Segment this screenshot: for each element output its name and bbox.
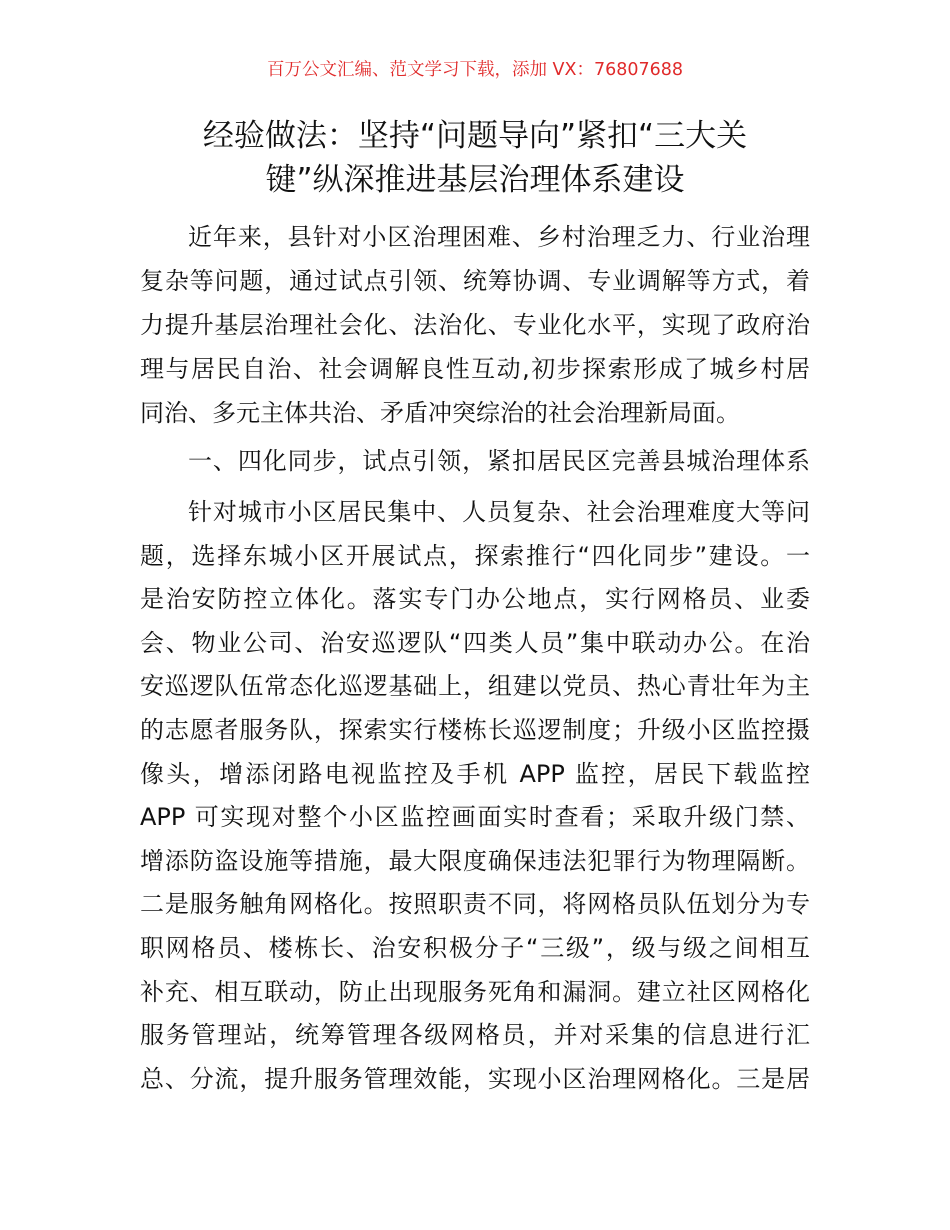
text-line: 的志愿者服务队，探索实行楼栋长巡逻制度；升级小区监控摄	[140, 715, 810, 744]
heading-text: 一、四化同步，试点引领，紧扣居民区完善县城治理体系	[188, 447, 810, 475]
text-line: 像头，增添闭路电视监控及手机 APP 监控，居民下载监控	[140, 759, 810, 788]
text-line: 是治安防控立体化。落实专门办公地点，实行网格员、业委	[140, 585, 810, 614]
text-line: 近年来，县针对小区治理困难、乡村治理乏力、行业治理	[188, 223, 810, 251]
text-line: 题，选择东城小区开展试点，探索推行“四化同步”建设。一	[140, 541, 810, 570]
text-line: 服务管理站，统筹管理各级网格员，并对采集的信息进行汇	[140, 1021, 810, 1050]
text-line: APP 可实现对整个小区监控画面实时查看；采取升级门禁、	[140, 803, 810, 832]
paragraph-intro	[140, 215, 810, 435]
text-line: 同治、多元主体共治、矛盾冲突综治的社会治理新局面。	[140, 399, 740, 427]
text-line: 会、物业公司、治安巡逻队“四类人员”集中联动办公。在治	[140, 628, 810, 657]
section-heading	[140, 439, 810, 483]
text-line: 增添防盗设施等措施，最大限度确保违法犯罪行为物理隔断。	[140, 846, 810, 875]
text-line: 复杂等问题，通过试点引领、统筹协调、专业调解等方式，着	[140, 267, 810, 295]
text-line: 总、分流，提升服务管理效能，实现小区治理网格化。三是居	[140, 1064, 810, 1093]
text-line: 职网格员、楼栋长、治安积极分子“三级”，级与级之间相互	[140, 933, 810, 962]
text-line: 理与居民自治、社会调解良性互动,初步探索形成了城乡村居	[140, 355, 810, 383]
title-line: 经验做法：坚持“问题导向”紧扣“三大关	[202, 118, 748, 154]
text-line: 力提升基层治理社会化、法治化、专业化水平，实现了政府治	[140, 311, 810, 339]
text-line: 二是服务触角网格化。按照职责不同，将网格员队伍划分为专	[140, 890, 810, 919]
paragraph-section-1	[140, 491, 810, 1101]
watermark-banner: 百万公文汇编、范文学习下载，添加 VX：76807688	[266, 60, 684, 80]
title-line: 键”纵深推进基层治理体系建设	[265, 162, 685, 198]
text-line: 安巡逻队伍常态化巡逻基础上，组建以党员、热心青壮年为主	[140, 672, 810, 701]
text-line: 针对城市小区居民集中、人员复杂、社会治理难度大等问	[188, 498, 810, 526]
text-line: 补充、相互联动，防止出现服务死角和漏洞。建立社区网格化	[140, 977, 810, 1006]
document-title	[140, 114, 810, 202]
